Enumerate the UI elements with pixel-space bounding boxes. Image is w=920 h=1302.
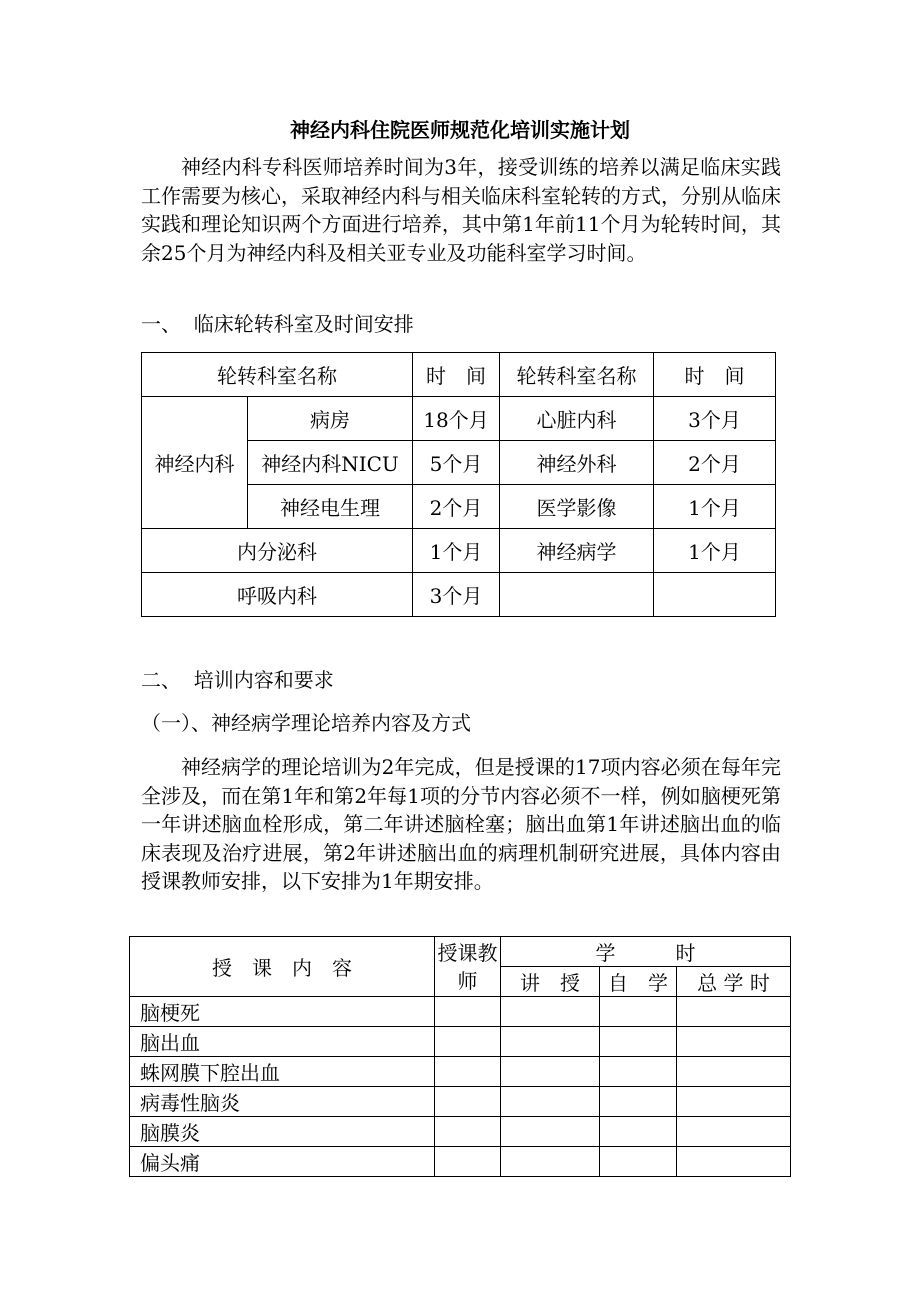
dept-cell: 神经病学 bbox=[500, 529, 654, 573]
dept-cell: 医学影像 bbox=[500, 485, 654, 529]
dept-cell: 神经外科 bbox=[500, 441, 654, 485]
empty-cell bbox=[677, 1027, 791, 1057]
header-hours: 学 时 bbox=[501, 937, 791, 967]
time-cell bbox=[654, 573, 776, 617]
table-row bbox=[142, 397, 776, 441]
time-cell: 5个月 bbox=[413, 441, 500, 485]
group-label: 神经内科 bbox=[142, 397, 248, 529]
empty-cell bbox=[600, 1027, 677, 1057]
subheader-self-study: 自 学 bbox=[600, 967, 677, 997]
empty-cell bbox=[435, 1117, 501, 1147]
theory-paragraph: 神经病学的理论培训为2年完成，但是授课的17项内容必须在每年完全涉及，而在第1年和第2年每1项的分节内容必须不一样，例如脑梗死第一年讲述脑血栓形成，第二年讲述脑栓塞；脑出血第1年讲述脑出血的临床表现及治疗进展，第2年讲述脑出血的病理机制研究进展，具体内容由授课教师安排，以下安排为1年期安排。 bbox=[141, 755, 781, 893]
header-content: 授 课 内 容 bbox=[130, 937, 435, 997]
subsection-heading: （一）、神经病学理论培养内容及方式 bbox=[141, 711, 471, 735]
table-row bbox=[142, 353, 776, 397]
table-row bbox=[142, 529, 776, 573]
time-cell: 3个月 bbox=[413, 573, 500, 617]
empty-cell bbox=[435, 1057, 501, 1087]
empty-cell bbox=[677, 997, 791, 1027]
table-row bbox=[130, 997, 791, 1027]
section-heading-rotation: 一、 临床轮转科室及时间安排 bbox=[141, 312, 414, 336]
course-name: 病毒性脑炎 bbox=[130, 1087, 435, 1117]
table-row bbox=[142, 573, 776, 617]
course-name: 脑膜炎 bbox=[130, 1117, 435, 1147]
table-row bbox=[130, 1027, 791, 1057]
empty-cell bbox=[435, 1147, 501, 1177]
header-dept: 轮转科室名称 bbox=[500, 353, 654, 397]
header-teacher: 授课教师 bbox=[435, 937, 501, 997]
course-table bbox=[129, 936, 791, 1177]
dept-cell: 呼吸内科 bbox=[142, 573, 413, 617]
table-row bbox=[130, 1087, 791, 1117]
header-time: 时 间 bbox=[654, 353, 776, 397]
intro-paragraph: 神经内科专科医师培养时间为3年，接受训练的培养以满足临床实践工作需要为核心，采取神经内科与相关临床科室轮转的方式，分别从临床实践和理论知识两个方面进行培养，其中第1年前11个月为轮转时间，其余25个月为神经内科及相关亚专业及功能科室学习时间。 bbox=[141, 155, 781, 265]
dept-cell: 心脏内科 bbox=[500, 397, 654, 441]
time-cell: 1个月 bbox=[654, 529, 776, 573]
table-row bbox=[130, 937, 791, 967]
empty-cell bbox=[435, 997, 501, 1027]
course-name: 偏头痛 bbox=[130, 1147, 435, 1177]
time-cell: 1个月 bbox=[413, 529, 500, 573]
empty-cell bbox=[600, 1147, 677, 1177]
empty-cell bbox=[501, 1027, 600, 1057]
empty-cell bbox=[677, 1087, 791, 1117]
empty-cell bbox=[600, 1057, 677, 1087]
course-name: 蛛网膜下腔出血 bbox=[130, 1057, 435, 1087]
time-cell: 18个月 bbox=[413, 397, 500, 441]
section-heading-training: 二、 培训内容和要求 bbox=[141, 668, 334, 692]
dept-cell: 内分泌科 bbox=[142, 529, 413, 573]
subheader-lecture: 讲 授 bbox=[501, 967, 600, 997]
table-row bbox=[130, 1117, 791, 1147]
empty-cell bbox=[501, 1117, 600, 1147]
course-name: 脑出血 bbox=[130, 1027, 435, 1057]
empty-cell bbox=[435, 1087, 501, 1117]
course-name: 脑梗死 bbox=[130, 997, 435, 1027]
empty-cell bbox=[677, 1117, 791, 1147]
empty-cell bbox=[600, 1117, 677, 1147]
time-cell: 2个月 bbox=[413, 485, 500, 529]
time-cell: 3个月 bbox=[654, 397, 776, 441]
time-cell: 1个月 bbox=[654, 485, 776, 529]
rotation-table bbox=[141, 352, 776, 617]
empty-cell bbox=[501, 1057, 600, 1087]
empty-cell bbox=[677, 1057, 791, 1087]
header-dept: 轮转科室名称 bbox=[142, 353, 413, 397]
dept-cell: 神经内科NICU bbox=[248, 441, 413, 485]
table-row bbox=[130, 1147, 791, 1177]
dept-cell bbox=[500, 573, 654, 617]
time-cell: 2个月 bbox=[654, 441, 776, 485]
subheader-total-hours: 总 学 时 bbox=[677, 967, 791, 997]
dept-cell: 神经电生理 bbox=[248, 485, 413, 529]
empty-cell bbox=[435, 1027, 501, 1057]
dept-cell: 病房 bbox=[248, 397, 413, 441]
empty-cell bbox=[600, 997, 677, 1027]
document-title: 神经内科住院医师规范化培训实施计划 bbox=[290, 118, 630, 142]
empty-cell bbox=[501, 1147, 600, 1177]
empty-cell bbox=[677, 1147, 791, 1177]
header-time: 时 间 bbox=[413, 353, 500, 397]
empty-cell bbox=[501, 1087, 600, 1117]
empty-cell bbox=[501, 997, 600, 1027]
table-row bbox=[130, 1057, 791, 1087]
empty-cell bbox=[600, 1087, 677, 1117]
